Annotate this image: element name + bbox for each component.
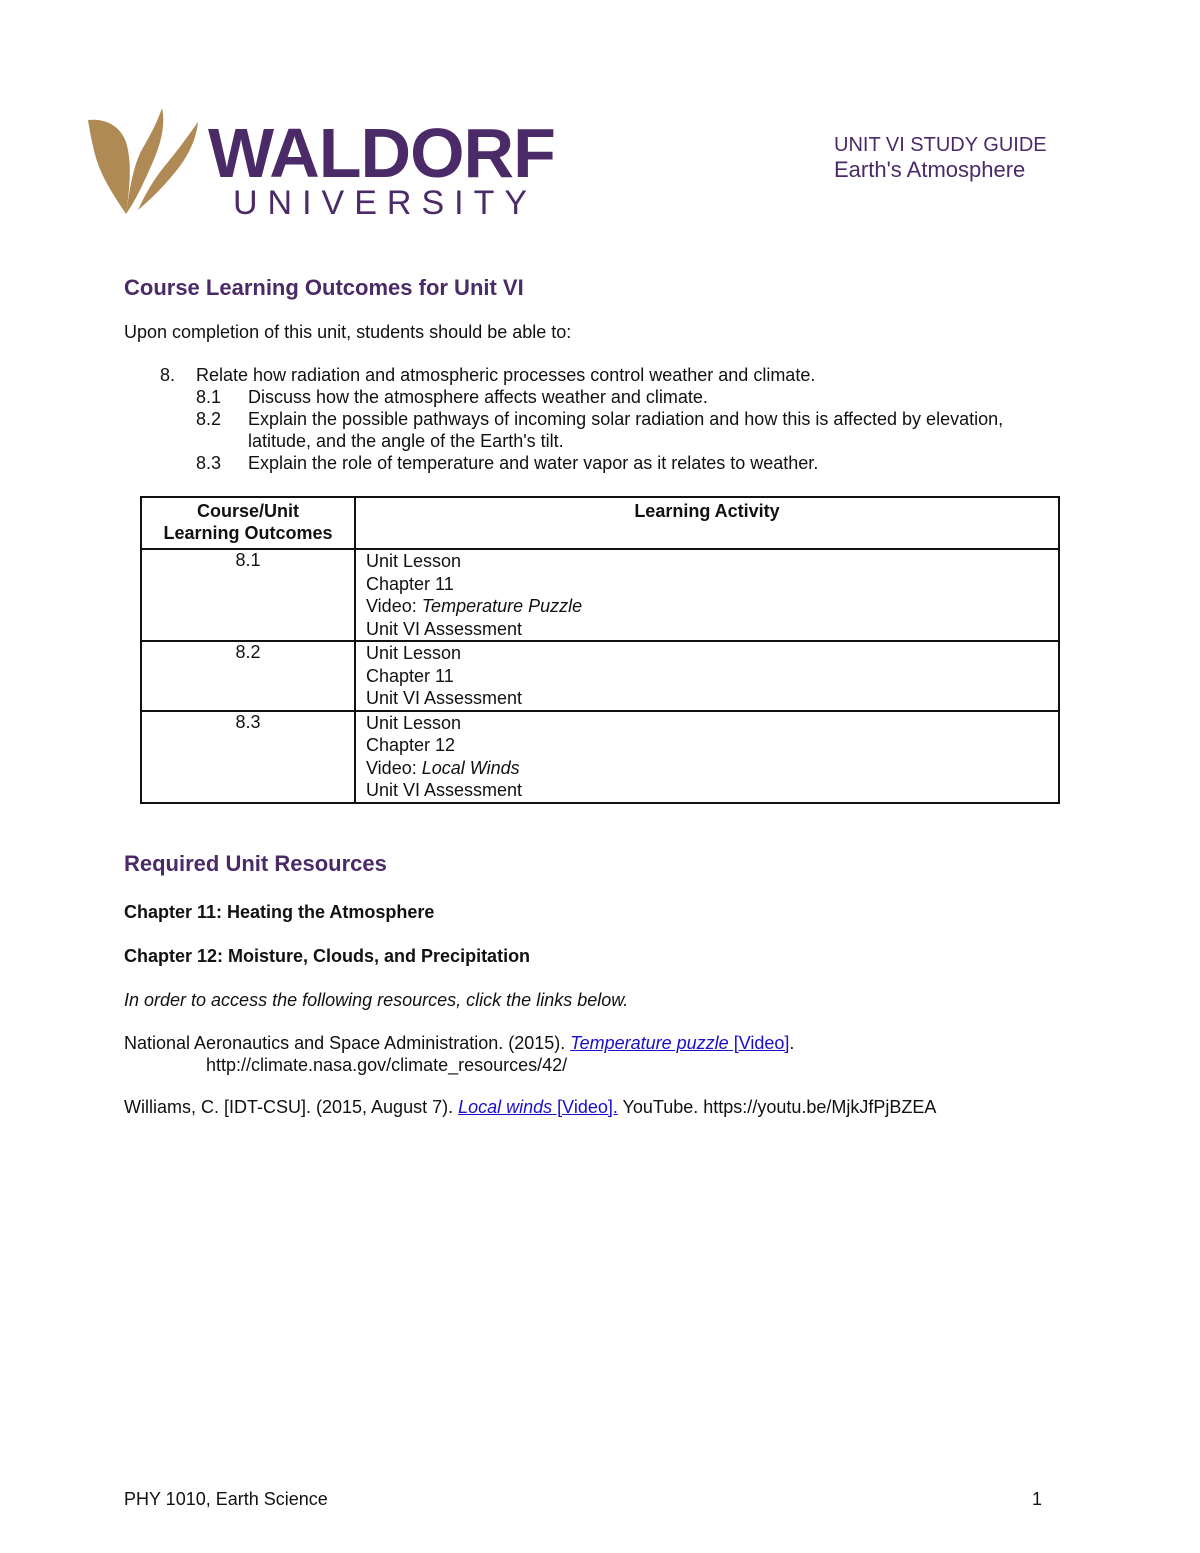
outcome-number: 8. — [160, 365, 176, 385]
row-outcome: 8.1 — [141, 549, 355, 641]
row-outcome: 8.2 — [141, 641, 355, 711]
outcome-text: Relate how radiation and atmospheric processes control weather and climate. — [196, 365, 816, 385]
sub-outcome-number: 8.3 — [196, 453, 222, 473]
local-winds-link[interactable]: Local winds [Video]. — [458, 1096, 618, 1117]
sub-outcome-item — [124, 386, 1064, 408]
table-row — [141, 641, 1059, 711]
outcomes-heading: Course Learning Outcomes for Unit VI — [124, 275, 524, 300]
sub-outcome-text: Explain the role of temperature and water vapor as it relates to weather. — [248, 453, 819, 473]
chapter-12-title: Chapter 12: Moisture, Clouds, and Precipitation — [124, 945, 531, 966]
resources-heading: Required Unit Resources — [124, 850, 387, 876]
main-content — [124, 274, 1064, 1118]
row-activities: Unit Lesson Chapter 11 Video: Temperature Puzzle Unit VI Assessment — [355, 549, 1059, 641]
sub-outcome-number: 8.1 — [196, 387, 222, 407]
outcome-item — [124, 364, 1064, 386]
row-outcome: 8.3 — [141, 711, 355, 803]
row-activities: Unit Lesson Chapter 11 Unit VI Assessment — [355, 641, 1059, 711]
header-learning-activity: Learning Activity — [355, 497, 1059, 549]
outcomes-intro: Upon completion of this unit, students should be able to: — [124, 322, 572, 342]
waldorf-flame-logo-icon — [86, 106, 201, 218]
sub-outcome-item — [124, 452, 1064, 474]
sub-outcome-text: Discuss how the atmosphere affects weather and climate. — [248, 387, 708, 407]
reference-williams: Williams, C. [IDT-CSU]. (2015, August 7). Local winds [Video]. YouTube. https://youtu.be/MjkJfPjBZEA — [124, 1096, 937, 1117]
sub-outcome-number: 8.2 — [196, 409, 222, 429]
sub-outcome-text: Explain the possible pathways of incoming solar radiation and how this is affected by elevation, latitude, and the angle of the Earth's tilt. — [248, 409, 1004, 451]
chapter-11-title: Chapter 11: Heating the Atmosphere — [124, 901, 435, 922]
temperature-puzzle-link[interactable]: Temperature puzzle [Video] — [570, 1032, 790, 1053]
logo-subtitle: UNIVERSITY — [233, 184, 538, 222]
page-number: 1 — [1032, 1489, 1043, 1509]
reference-nasa-url: http://climate.nasa.gov/climate_resources/42/ — [206, 1054, 568, 1075]
sub-outcome-item — [124, 408, 1064, 452]
study-guide-topic: Earth's Atmosphere — [834, 157, 1026, 182]
sub-outcomes-list — [124, 386, 1064, 474]
footer-course: PHY 1010, Earth Science — [124, 1489, 328, 1509]
outcomes-list — [124, 364, 1064, 474]
study-guide-label: UNIT VI STUDY GUIDE — [834, 134, 1047, 156]
learning-activities-table — [140, 496, 1060, 804]
reference-nasa: National Aeronautics and Space Administration. (2015). Temperature puzzle [Video]. http://climate.nasa.gov/climate_resources/42/ — [124, 1032, 1064, 1076]
table-header-row — [141, 497, 1059, 549]
resources-note: In order to access the following resources, click the links below. — [124, 989, 629, 1010]
university-logo — [86, 106, 555, 222]
logo-wordmark: WALDORF — [208, 114, 555, 192]
header-outcomes: Course/Unit Learning Outcomes — [141, 497, 355, 549]
table-row — [141, 711, 1059, 803]
row-activities: Unit Lesson Chapter 12 Video: Local Winds Unit VI Assessment — [355, 711, 1059, 803]
table-row — [141, 549, 1059, 641]
